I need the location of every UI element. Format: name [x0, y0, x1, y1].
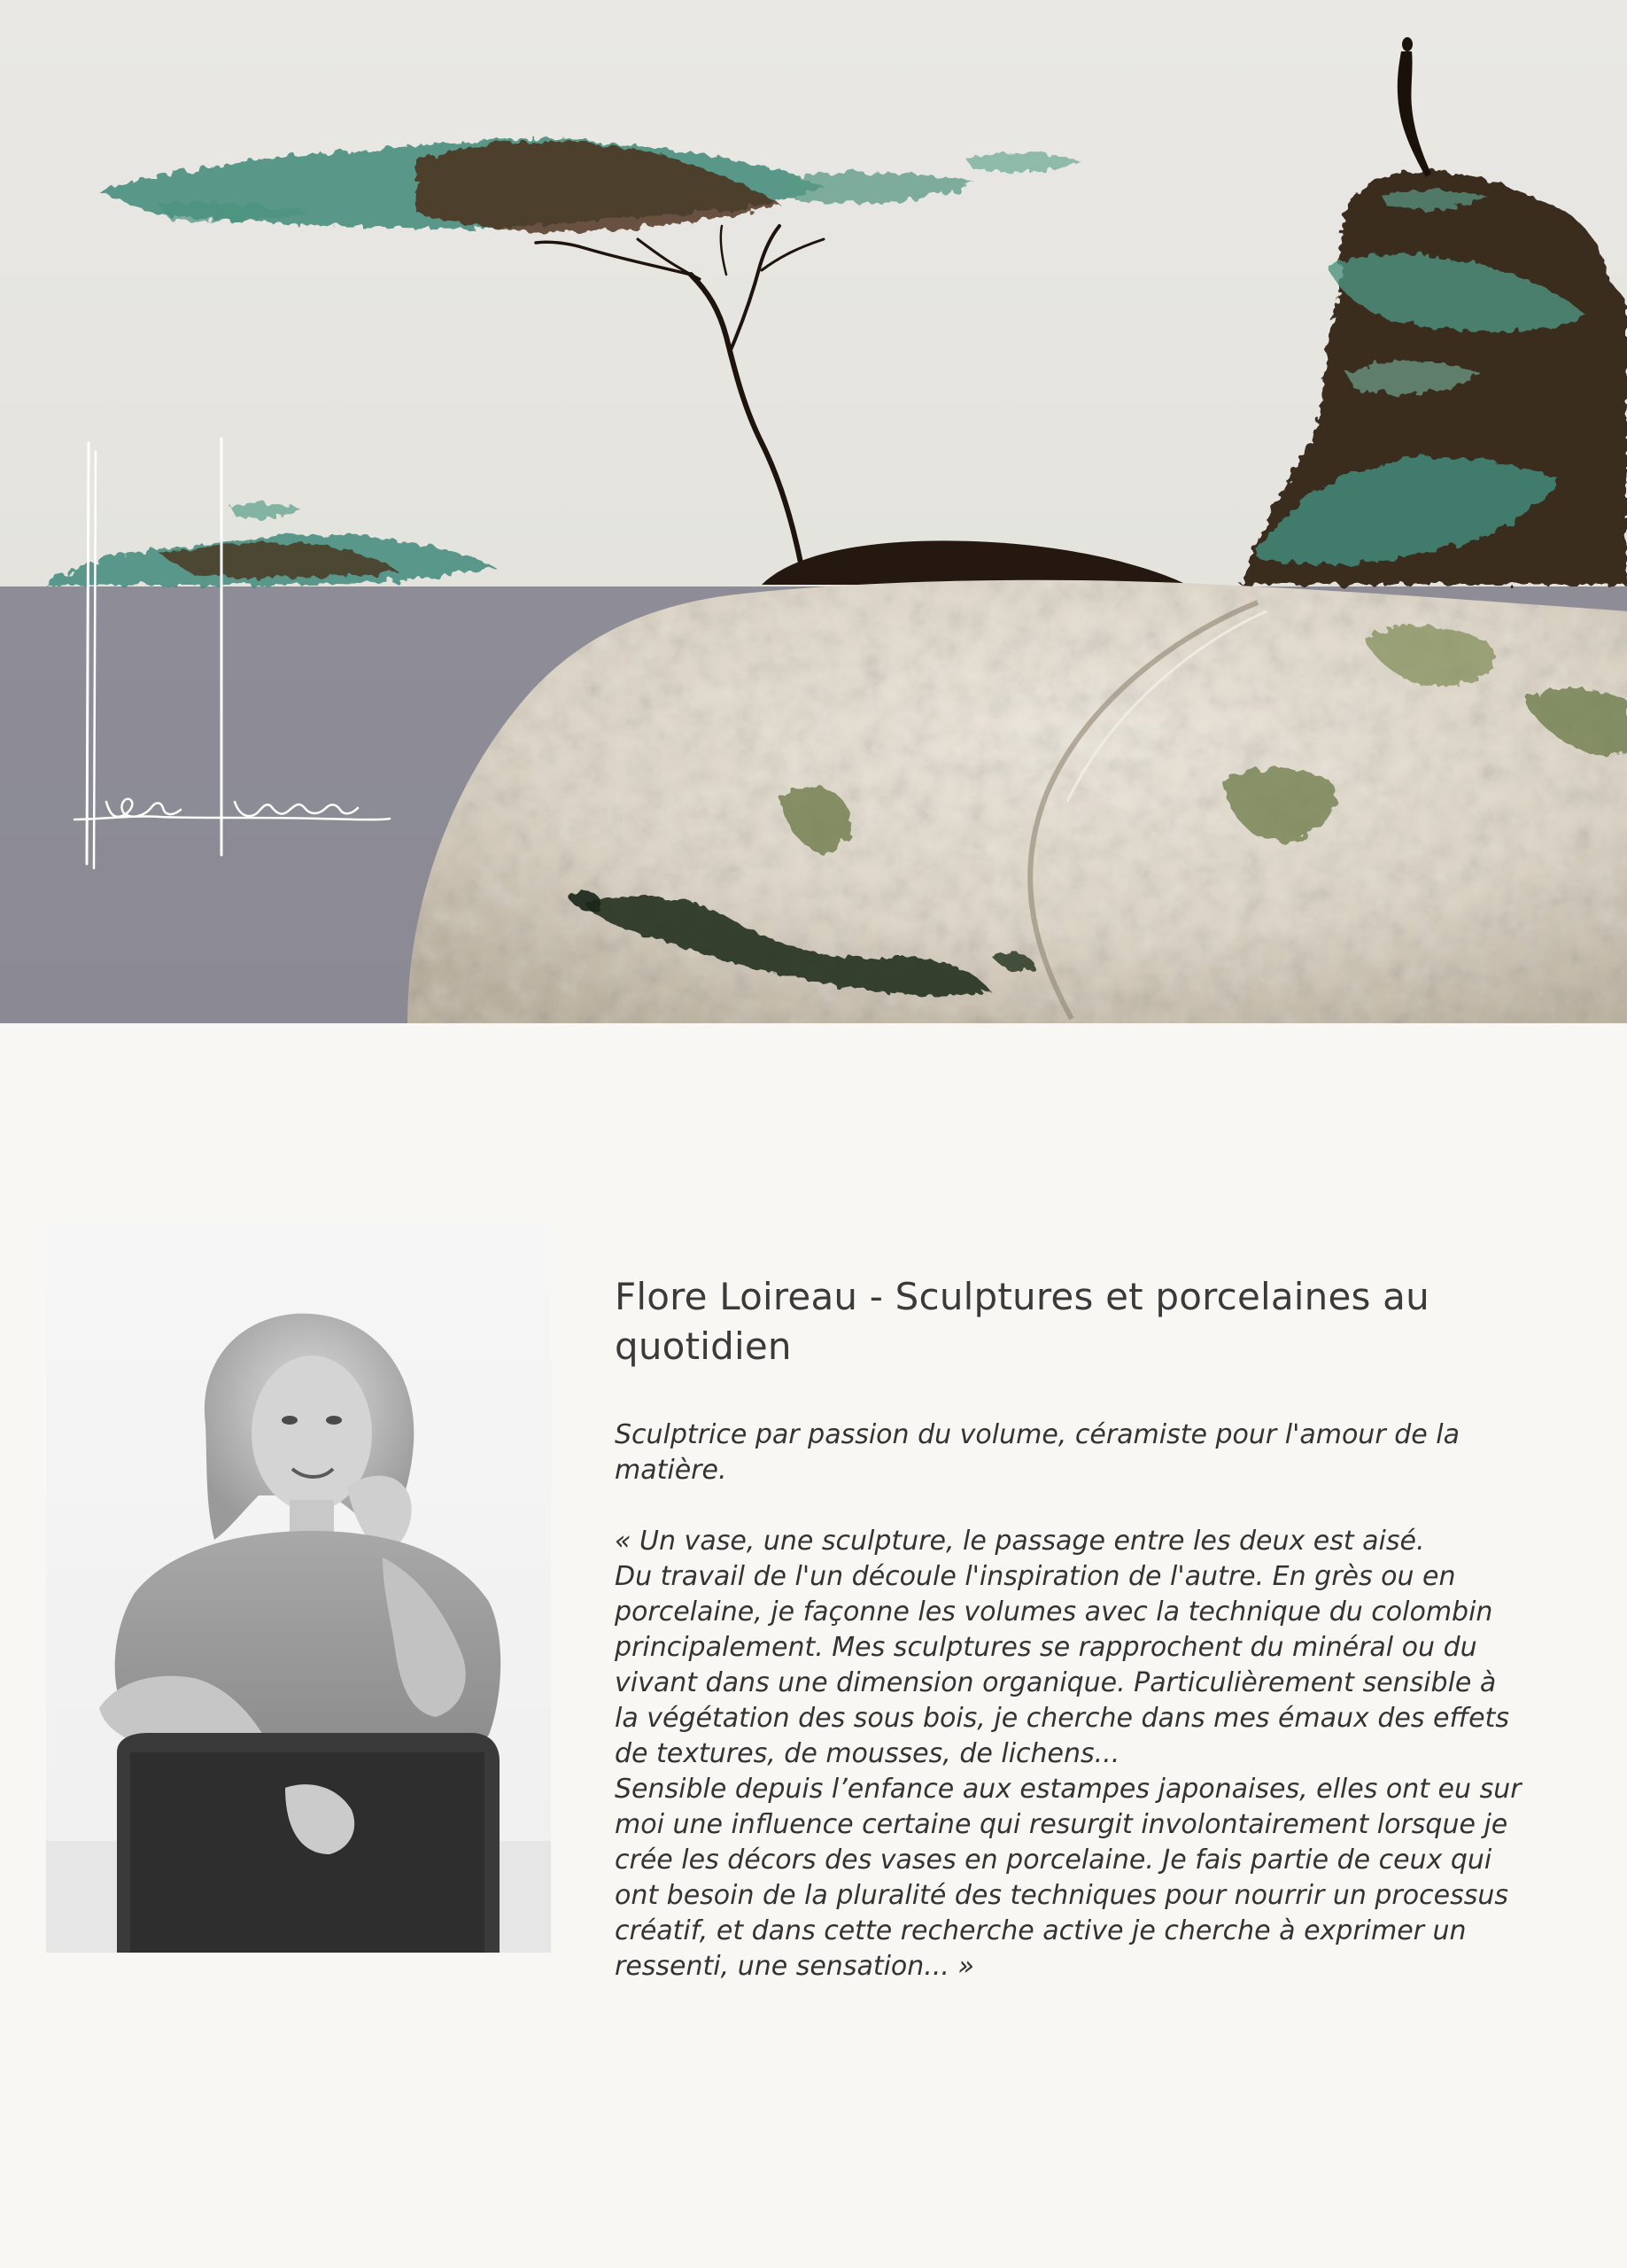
left-island: [44, 502, 496, 585]
tree-mound: [762, 540, 1187, 585]
portrait-image: [46, 1221, 551, 1953]
bio-section: [615, 1272, 1527, 1984]
hero-artwork: [0, 0, 1627, 1023]
tree-canopy: [97, 138, 1081, 232]
quote-paragraph: Du travail de l'un découle l'inspiration de l'autre. En grès ou en porcelaine, je façonne les volumes avec la technique du colombin principalement. Mes sculptures se rapprochent du minéral ou du vivant dans une dimension organique. Particulièrement sensible à la végétation des sous bois, je cherche dans mes émaux des effets de textures, de mousses, de lichens...: [615, 1561, 1509, 1769]
hero-banner: [0, 0, 1627, 1023]
quote-paragraph: Sensible depuis l’enfance aux estampes japonaises, elles ont eu sur moi une influence certaine qui resurgit involontairement lorsque je crée les décors des vases en porcelaine. Je fais partie de ceux qui ont besoin de la pluralité des techniques pour nourrir un processus créatif, et dans cette recherche active je cherche à exprimer un ressenti, une sensation... »: [615, 1774, 1522, 1982]
stone-sculpture: [407, 580, 1627, 1023]
quote-paragraph: « Un vase, une sculpture, le passage entre les deux est aisé.: [615, 1526, 1425, 1557]
artist-quote: [615, 1524, 1527, 1984]
tree-trunk: [536, 226, 824, 567]
signature-logo: [74, 439, 390, 868]
standing-figure: [1398, 37, 1431, 177]
artist-portrait: [46, 1221, 551, 1953]
right-rock: [1240, 171, 1627, 585]
page-title: Flore Loireau - Sculptures et porcelaines au quotidien: [615, 1275, 1429, 1368]
lead-text: Sculptrice par passion du volume, céramiste pour l'amour de la matière.: [615, 1419, 1460, 1486]
